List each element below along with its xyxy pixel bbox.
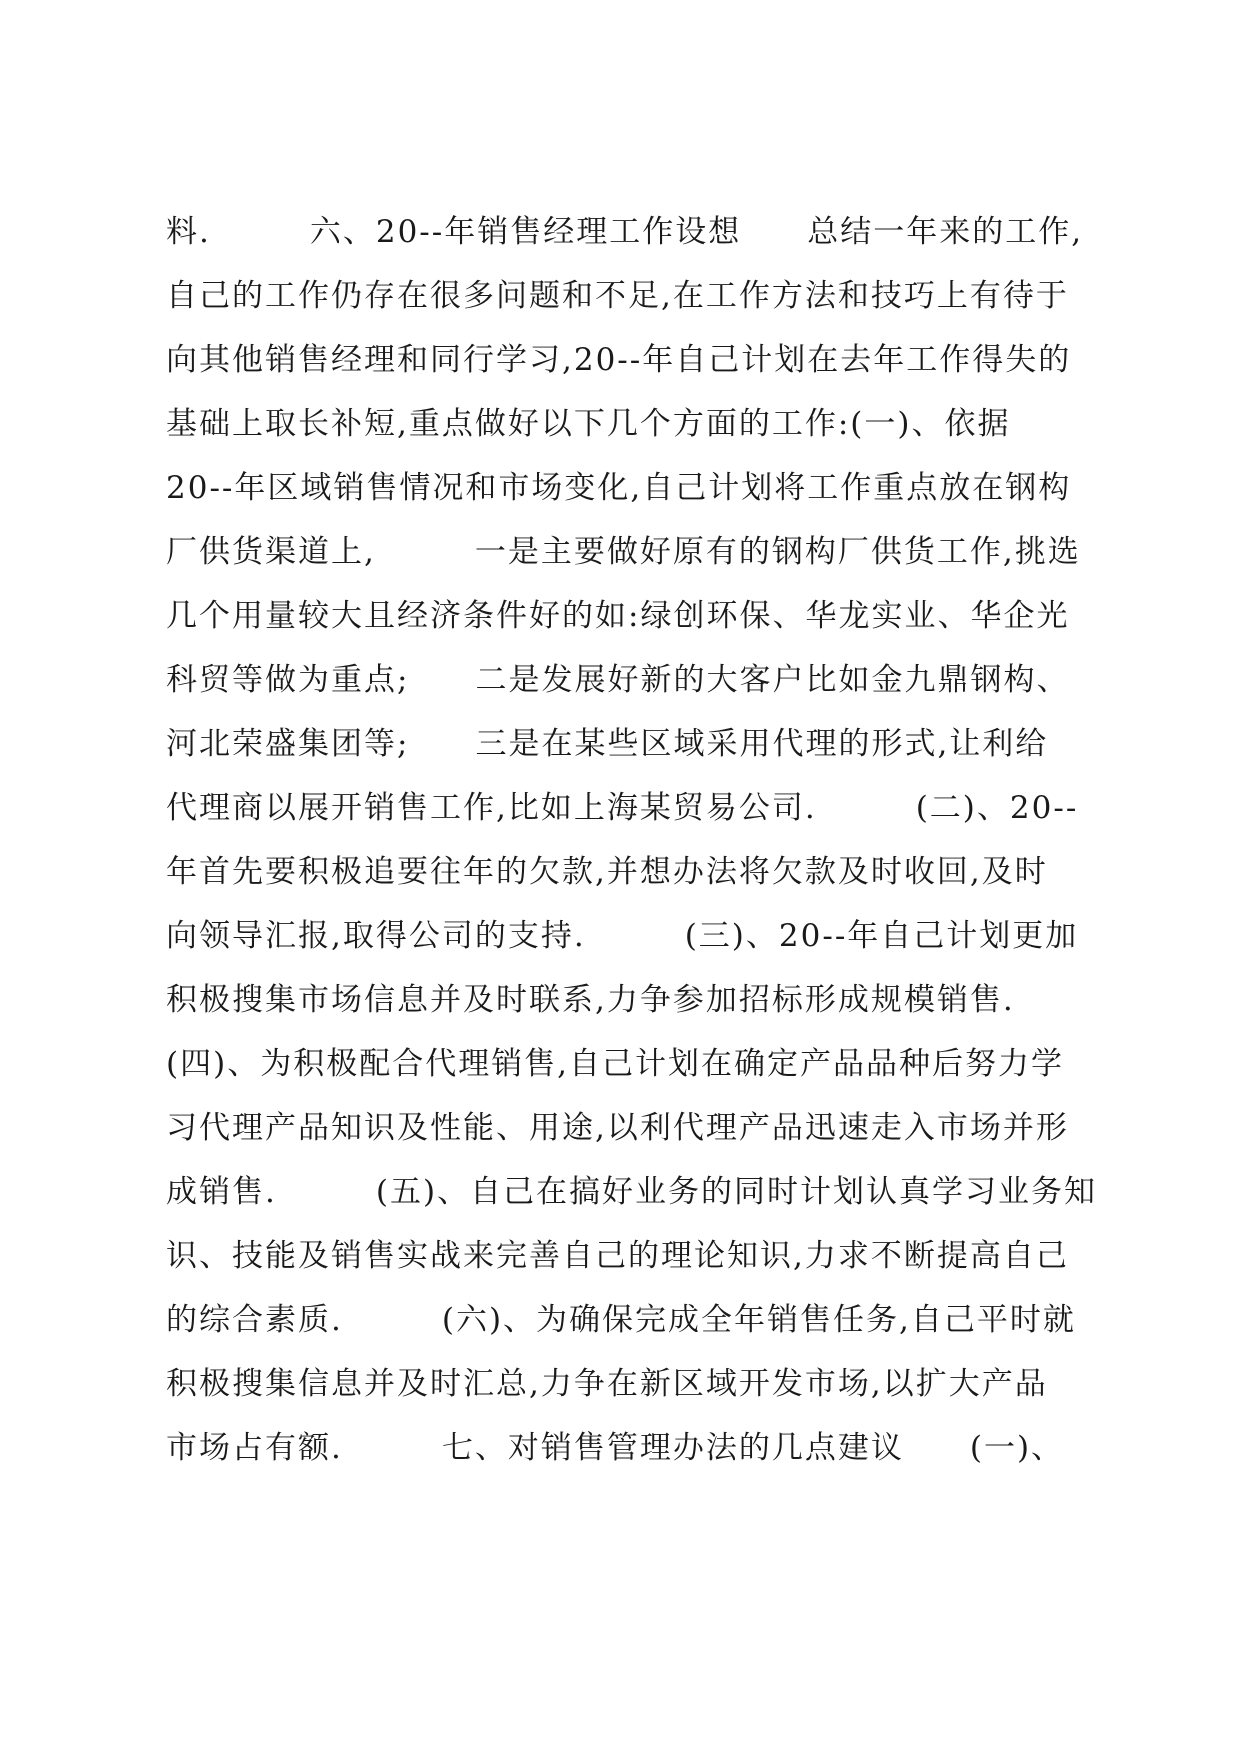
text-line: 市场占有额. 七、对销售管理办法的几点建议 (一)、	[166, 1430, 1065, 1466]
text-line: 年首先要积极追要往年的欠款,并想办法将欠款及时收回,及时	[166, 854, 1048, 890]
text-line: 积极搜集信息并及时汇总,力争在新区域开发市场,以扩大产品	[166, 1366, 1048, 1402]
text-line: 自己的工作仍存在很多问题和不足,在工作方法和技巧上有待于	[166, 278, 1069, 314]
text-line: 基础上取长补短,重点做好以下几个方面的工作:(一)、依据	[166, 406, 1011, 442]
text-line: 厂供货渠道上, 一是主要做好原有的钢构厂供货工作,挑选	[166, 534, 1081, 570]
text-line: 科贸等做为重点; 二是发展好新的大客户比如金九鼎钢构、	[166, 662, 1070, 698]
text-line: 成销售. (五)、自己在搞好业务的同时计划认真学习业务知	[166, 1174, 1098, 1210]
text-line: 向其他销售经理和同行学习,20--年自己计划在去年工作得失的	[166, 342, 1072, 378]
text-line: 20--年区域销售情况和市场变化,自己计划将工作重点放在钢构	[166, 470, 1072, 506]
text-line: 积极搜集市场信息并及时联系,力争参加招标形成规模销售.	[166, 982, 1015, 1018]
text-line: (四)、为积极配合代理销售,自己计划在确定产品品种后努力学	[166, 1046, 1065, 1082]
text-line: 的综合素质. (六)、为确保完成全年销售任务,自己平时就	[166, 1302, 1076, 1338]
text-line: 识、技能及销售实战来完善自己的理论知识,力求不断提高自己	[166, 1238, 1069, 1274]
text-line: 几个用量较大且经济条件好的如:绿创环保、华龙实业、华企光	[166, 598, 1070, 634]
text-line: 代理商以展开销售工作,比如上海某贸易公司. (二)、20--	[166, 790, 1079, 826]
text-line: 料. 六、20--年销售经理工作设想 总结一年来的工作,	[166, 214, 1084, 250]
text-line: 向领导汇报,取得公司的支持. (三)、20--年自己计划更加	[166, 918, 1079, 954]
body-text	[166, 200, 1096, 1480]
text-line: 河北荣盛集团等; 三是在某些区域采用代理的形式,让利给	[166, 726, 1049, 762]
text-line: 习代理产品知识及性能、用途,以利代理产品迅速走入市场并形	[166, 1110, 1069, 1146]
